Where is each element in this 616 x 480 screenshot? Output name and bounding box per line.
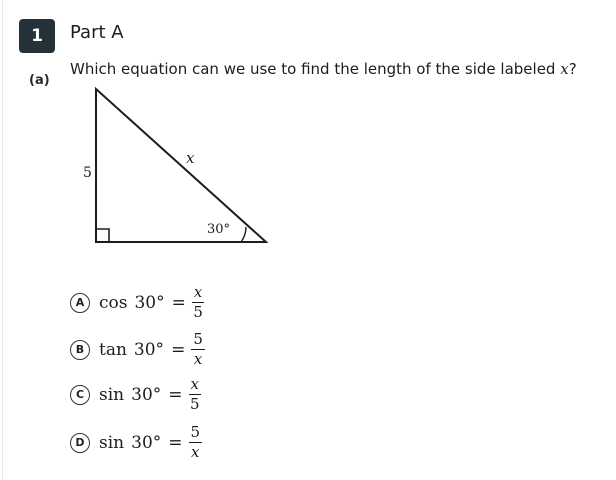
option-c[interactable] (70, 376, 201, 413)
question-prompt (70, 60, 577, 78)
option-b-fraction: $\frac{5}{x}$ (193, 330, 203, 368)
option-a[interactable] (70, 284, 204, 321)
option-b[interactable] (70, 331, 205, 368)
option-b-equation: tan 30° = $\frac{5}{x}$ (99, 330, 203, 368)
option-b-bubble[interactable]: B (70, 340, 90, 360)
option-d-equation: sin 30° = $\frac{5}{x}$ (99, 423, 201, 461)
prompt-text: Which equation can we use to find the length of the side labeled (70, 60, 556, 78)
option-c-equation: sin 30° = $\frac{x}{5}$ (99, 375, 200, 413)
angle-arc (241, 227, 246, 242)
prompt-end: ? (568, 60, 577, 78)
option-a-bubble[interactable]: A (70, 293, 90, 313)
side-label-left: 5 (83, 165, 92, 181)
side-label-hypotenuse: x (186, 149, 195, 167)
option-c-bubble[interactable]: C (70, 385, 90, 405)
option-d-bubble[interactable]: D (70, 433, 90, 453)
part-title: Part A (70, 22, 124, 43)
option-a-fraction: $\frac{x}{5}$ (193, 283, 203, 321)
option-a-equation: cos 30° = $\frac{x}{5}$ (99, 283, 203, 321)
option-d-fraction: $\frac{5}{x}$ (190, 423, 201, 461)
question-number-badge: 1 (19, 19, 55, 53)
sub-question-label: (a) (29, 73, 50, 88)
left-border (2, 0, 3, 480)
option-d[interactable] (70, 424, 202, 461)
option-c-fraction: $\frac{x}{5}$ (189, 375, 200, 413)
right-triangle-figure (70, 80, 280, 250)
angle-label: 30° (207, 222, 231, 237)
prompt-variable: x (560, 60, 569, 78)
right-angle-marker (96, 229, 109, 242)
triangle-outline (96, 89, 266, 242)
